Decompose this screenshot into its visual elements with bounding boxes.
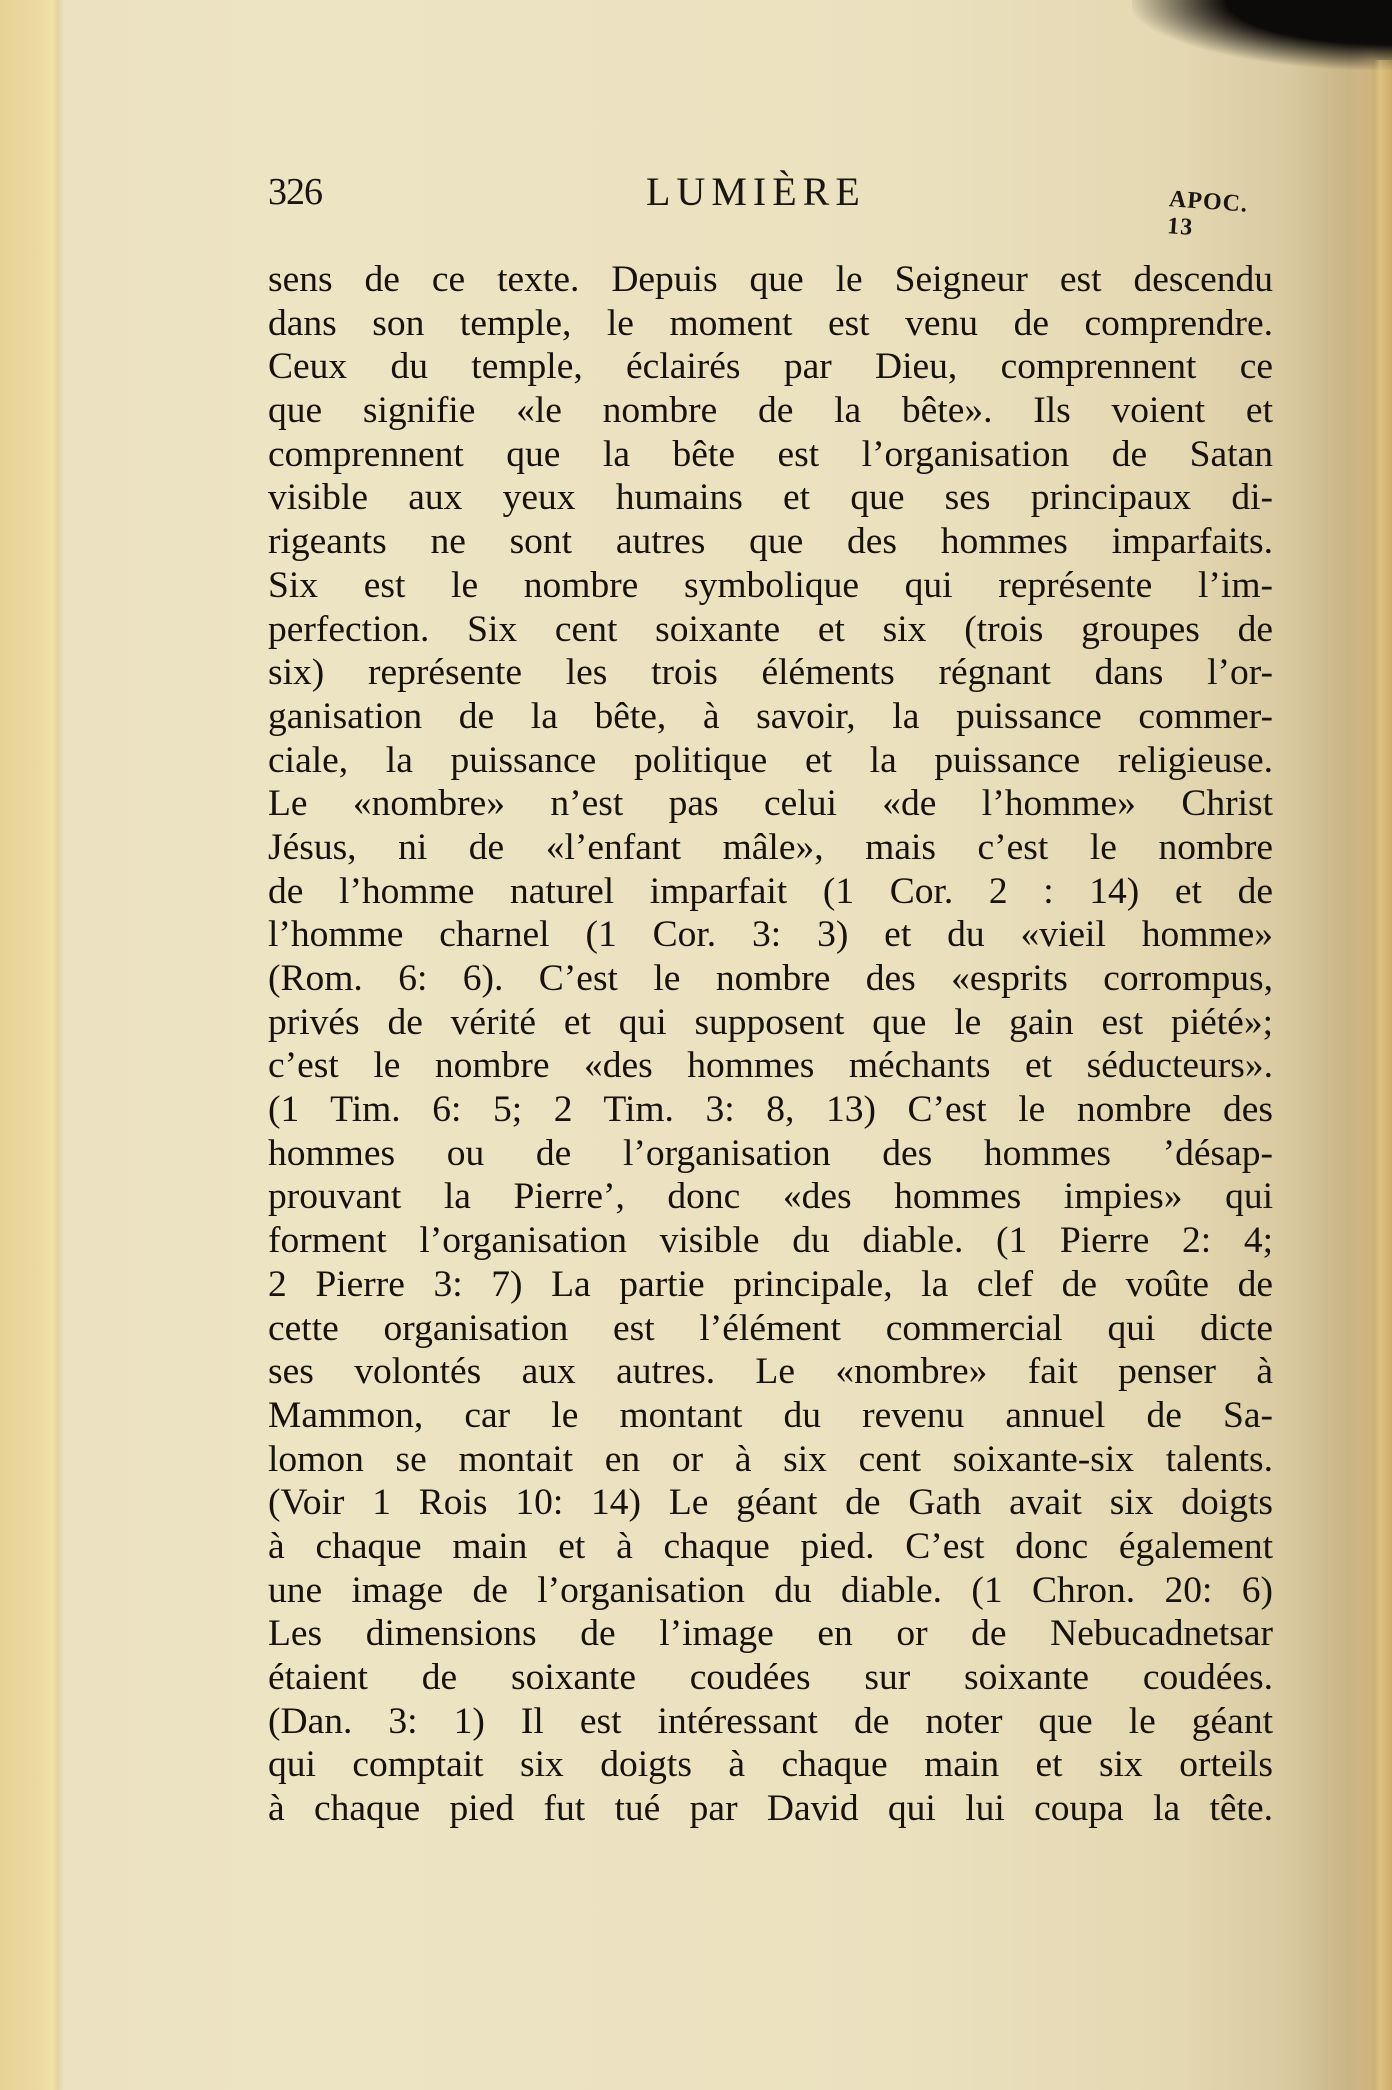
text-line: sens de ce texte. Depuis que le Seigneur est descendu [268, 259, 1273, 300]
page-header [268, 168, 1278, 241]
text-line: Le «nombre» n’est pas celui «de l’homme» Christ [268, 783, 1273, 825]
page-number: 326 [268, 171, 322, 213]
text-line: hommes ou de l’organisation des hommes ’désap- [268, 1132, 1273, 1174]
text-line: qui comptait six doigts à chaque main et six orteils [268, 1744, 1273, 1786]
text-line: que signifie «le nombre de la bête». Ils voient et [268, 390, 1273, 432]
text-line: Les dimensions de l’image en or de Nebucadnetsar [268, 1613, 1273, 1655]
text-line: rigeants ne sont autres que des hommes imparfaits. [268, 521, 1273, 563]
text-line: ciale, la puissance politique et la puissance religieuse. [268, 739, 1273, 781]
text-line: (Dan. 3: 1) Il est intéressant de noter que le géant [268, 1700, 1273, 1742]
text-line: Ceux du temple, éclairés par Dieu, comprennent ce [268, 346, 1273, 388]
chapter-reference: APOC. 13 [1166, 186, 1249, 241]
text-line: perfection. Six cent soixante et six (trois groupes de [268, 608, 1273, 650]
text-line: prouvant la Pierre’, donc «des hommes impies» qui [268, 1176, 1273, 1218]
text-line: six) représente les trois éléments régnant dans l’or- [268, 652, 1273, 694]
text-line: à chaque pied fut tué par David qui lui coupa la tête. [268, 1788, 1273, 1830]
text-line: lomon se montait en or à six cent soixante-six talents. [268, 1438, 1273, 1480]
text-line: privés de vérité et qui supposent que le gain est piété»; [268, 1001, 1273, 1043]
text-line: (Rom. 6: 6). C’est le nombre des «esprits corrompus, [268, 958, 1273, 999]
text-line: forment l’organisation visible du diable. (1 Pierre 2: 4; [268, 1220, 1273, 1262]
text-line: une image de l’organisation du diable. (1 Chron. 20: 6) [268, 1569, 1273, 1611]
text-line: c’est le nombre «des hommes méchants et séducteurs». [268, 1045, 1273, 1087]
text-line: ganisation de la bête, à savoir, la puissance commer- [268, 695, 1273, 737]
text-line: 2 Pierre 3: 7) La partie principale, la clef de voûte de [268, 1263, 1273, 1305]
running-title: LUMIÈRE [646, 169, 866, 214]
text-line: (1 Tim. 6: 5; 2 Tim. 3: 8, 13) C’est le nombre des [268, 1089, 1273, 1131]
text-line: comprennent que la bête est l’organisation de Satan [268, 433, 1273, 475]
text-line: ses volontés aux autres. Le «nombre» fait penser à [268, 1351, 1273, 1393]
text-line: Six est le nombre symbolique qui représente l’im- [268, 564, 1273, 606]
text-line: Jésus, ni de «l’enfant mâle», mais c’est le nombre [268, 826, 1273, 868]
text-line: étaient de soixante coudées sur soixante coudées. [268, 1657, 1273, 1698]
text-line: (Voir 1 Rois 10: 14) Le géant de Gath avait six doigts [268, 1482, 1273, 1524]
text-line: Mammon, car le montant du revenu annuel de Sa- [268, 1394, 1273, 1436]
text-line: cette organisation est l’élément commercial qui dicte [268, 1307, 1273, 1349]
text-line: dans son temple, le moment est venu de comprendre. [268, 302, 1273, 344]
text-line: de l’homme naturel imparfait (1 Cor. 2 : 14) et de [268, 870, 1273, 912]
body-text [268, 258, 1273, 1831]
text-line: visible aux yeux humains et que ses principaux di- [268, 477, 1273, 519]
text-line: à chaque main et à chaque pied. C’est donc également [268, 1525, 1273, 1567]
text-line: l’homme charnel (1 Cor. 3: 3) et du «vieil homme» [268, 914, 1273, 956]
